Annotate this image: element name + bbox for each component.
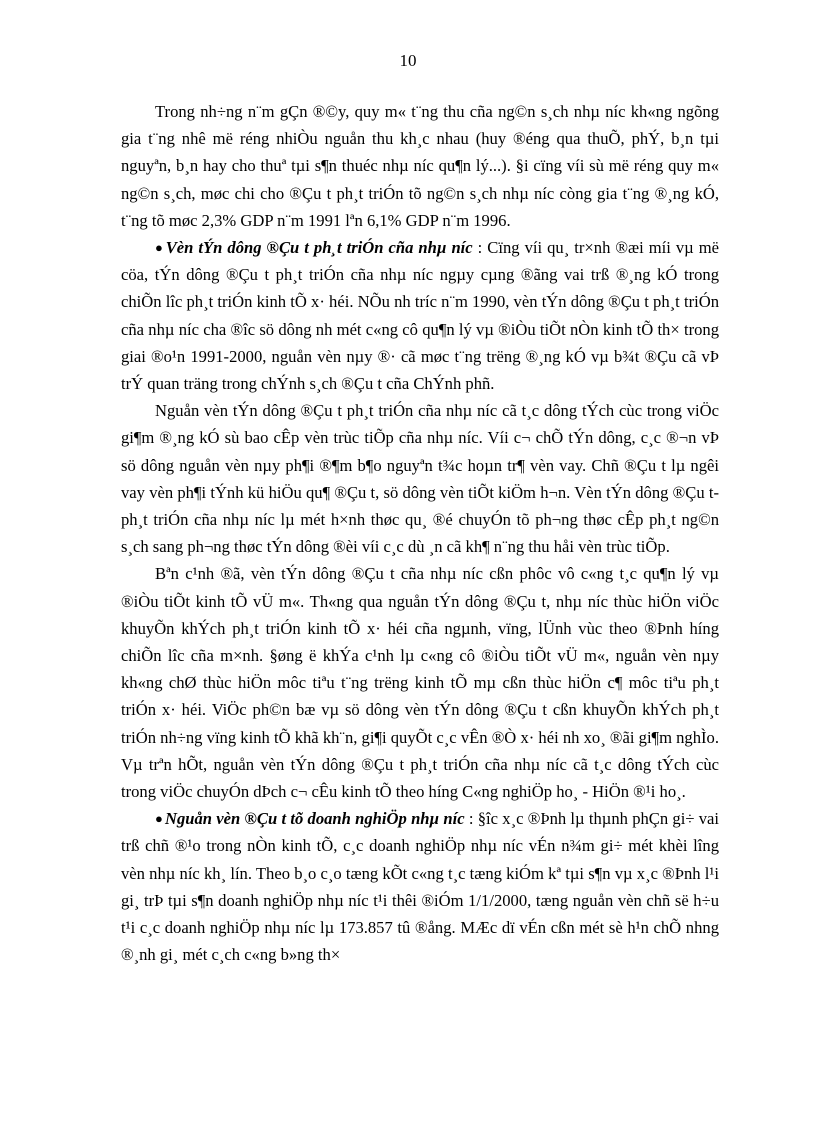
- page-number: 10: [399, 51, 417, 70]
- paragraph-5-text: : §îc x¸c ®Þnh lµ thµnh phÇn gi÷ vai trß chñ ®¹o trong nÒn kinh tÕ, c¸c doanh nghiÖp nhµ níc vÉn n¾m gi÷ mét khèi lîng vèn nhµ níc kh¸ lín. Theo b¸o c¸o tæng kÕt c«ng t¸c tæng kiÓm kª tµi s¶n vµ x¸c ®Þnh l¹i gi¸ trÞ tµi s¶n doanh nghiÖp nhµ níc t¹i thêi ®iÓm 1/1/2000, tæng nguån vèn chñ së h÷u t¹i c¸c doanh nghiÖp nhµ níc lµ 173.857 tû ®ång. MÆc dï vÉn cßn mét sè h¹n chÕ nhng ®¸nh gi¸ mét c¸ch c«ng b»ng th×: [121, 809, 719, 965]
- document-body: [121, 98, 719, 969]
- paragraph-4: Bªn c¹nh ®ã, vèn tÝn dông ®Çu t cña nhµ níc cßn phôc vô c«ng t¸c qu¶n lý vµ ®iÒu tiÕt kinh tÕ vÜ m«. Th«ng qua nguån tÝn dông ®Çu t, nhµ níc thùc hiÖn viÖc khuyÕn khÝch ph¸t triÓn kinh tÕ x· héi cña ngµnh, vïng, lÜnh vùc theo ®Þnh híng chiÕn lîc cña m×nh. §øng ë khÝa c¹nh lµ c«ng cô ®iÒu tiÕt vÜ m«, nguån vèn nµy kh«ng chØ thùc hiÖn môc tiªu t¨ng trëng kinh tÕ mµ cßn thùc hiÖn c¶ môc tiªu ph¸t triÓn x· héi. ViÖc ph©n bæ vµ sö dông vèn tÝn dông ®Çu t cßn khuyÕn khÝch ph¸t triÓn nh÷ng vïng kinh tÕ khã kh¨n, gi¶i quyÕt c¸c vÊn ®Ò x· héi nh xo¸ ®ãi gi¶m nghÌo. Vµ trªn hÕt, nguån vèn tÝn dông ®Çu t ph¸t triÓn cña nhµ níc cã t¸c dông tÝch cùc trong viÖc chuyÓn dÞch c¬ cÊu kinh tÕ theo híng C«ng nghiÖp ho¸ - HiÖn ®¹i ho¸.: [121, 564, 719, 802]
- bullet-icon: ●: [155, 811, 163, 827]
- paragraph-2-heading: Vèn tÝn dông ®Çu t ph¸t triÓn cña nhµ níc: [165, 238, 473, 258]
- paragraph-2-text: : Cïng víi qu¸ tr×nh ®æi míi vµ më cöa, tÝn dông ®Çu t ph¸t triÓn cña nhµ níc ngµy cµng ®ãng vai trß ®¸ng kÓ trong chiÕn lîc ph¸t triÓn kinh tÕ x· héi. NÕu nh tríc n¨m 1990, vèn tÝn dông ®Çu t ph¸t triÓn cña nhµ níc cha ®îc sö dông nh mét c«ng cô qu¶n lý vµ ®iÒu tiÕt nÒn kinh tÕ th× trong giai ®o¹n 1991-2000, nguån vèn nµy ®· cã møc t¨ng trëng ®¸ng kÓ vµ b¾t ®Çu cã vÞ trÝ quan träng trong chÝnh s¸ch ®Çu t cña ChÝnh phñ.: [121, 238, 719, 394]
- paragraph-1: Trong nh÷ng n¨m gÇn ®©y, quy m« t¨ng thu cña ng©n s¸ch nhµ níc kh«ng ngõng gia t¨ng nhê më réng nhiÒu nguån thu kh¸c nhau (huy ®éng qua thuÕ, phÝ, b¸n tµi nguyªn, b¸n hay cho thuª tµi s¶n thuéc nhµ níc qu¶n lý...). §i cïng víi sù më réng quy m« ng©n s¸ch, møc chi cho ®Çu t ph¸t triÓn tõ ng©n s¸ch nhµ níc còng gia t¨ng ®¸ng kÓ, t¨ng tõ møc 2,3% GDP n¨m 1991 lªn 6,1% GDP n¨m 1996.: [121, 102, 719, 230]
- paragraph-3: Nguån vèn tÝn dông ®Çu t ph¸t triÓn cña nhµ níc cã t¸c dông tÝch cùc trong viÖc gi¶m ®¸ng kÓ sù bao cÊp vèn trùc tiÕp cña nhµ níc. Víi c¬ chÕ tÝn dông, c¸c ®¬n vÞ sö dông nguån vèn nµy ph¶i ®¶m b¶o nguyªn t¾c hoµn tr¶ vèn vay. Chñ ®Çu t lµ ngêi vay vèn ph¶i tÝnh kü hiÖu qu¶ ®Çu t, sö dông vèn tiÕt kiÖm h¬n. Vèn tÝn dông ®Çu t ph¸t triÓn cña nhµ níc lµ mét h×nh thøc qu¸ ®é chuyÓn tõ ph¬ng thøc cÊp ph¸t ng©n s¸ch sang ph¬ng thøc tÝn dông ®èi víi c¸c dù ¸n cã kh¶ n¨ng thu håi vèn trùc tiÕp.: [121, 401, 719, 557]
- paragraph-5-heading: Nguån vèn ®Çu t tõ doanh nghiÖp nhµ níc: [164, 809, 465, 829]
- bullet-icon: ●: [155, 240, 164, 256]
- paragraph-2: [121, 234, 719, 397]
- paragraph-5: [121, 805, 719, 968]
